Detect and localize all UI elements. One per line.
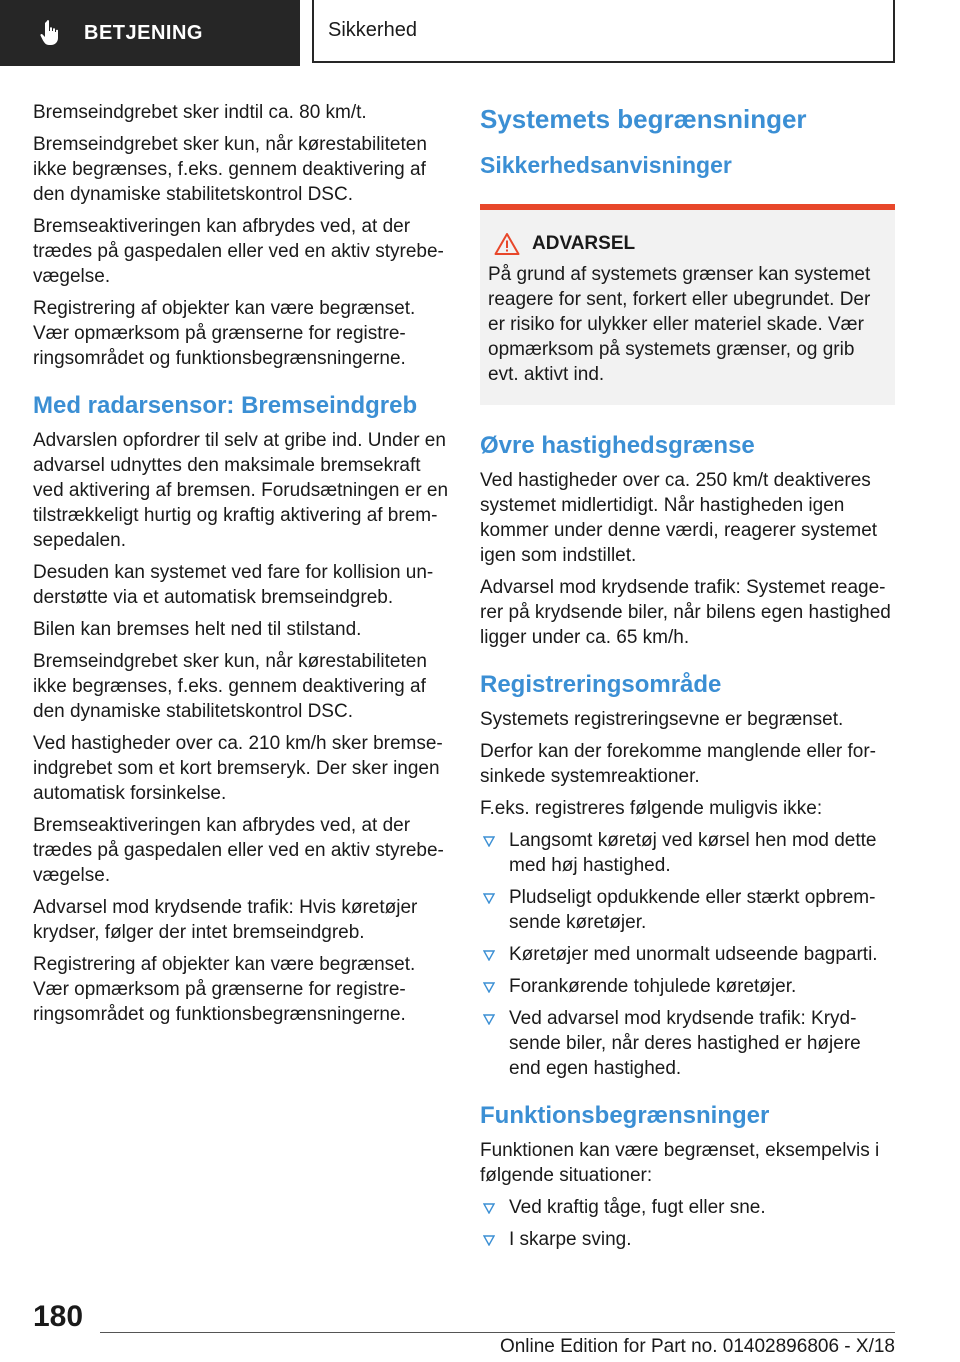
edition-text: Online Edition for Part no. 01402896806 - X/18 [499, 1336, 895, 1357]
page-number: 180 [33, 1300, 84, 1333]
page-title: Systemets begrænsninger [480, 104, 807, 134]
list-item: Ved kraftig tåge, fugt eller sne. [480, 1195, 895, 1220]
hand-pointer-icon [36, 18, 66, 48]
detection-limits-list [480, 828, 895, 1081]
list-item: Køretøjer med unormalt udseende bagparti. [480, 942, 895, 967]
triangle-bullet-icon [483, 893, 495, 904]
warning-triangle-icon [494, 232, 520, 256]
paragraph: Registrering af objekter kan være begrænset. Vær opmærksom på grænserne for registre‐ringsområdet og funktionsbegrænsningerne. [33, 954, 416, 1025]
warning-label: ADVARSEL [532, 233, 636, 254]
footer-divider [100, 1332, 895, 1333]
paragraph: Bremseindgrebet sker kun, når kørestabiliteten ikke begrænses, f.eks. gennem deaktivering af den dynamiske stabilitetskontrol DSC. [33, 651, 427, 722]
list-item: Ved advarsel mod krydsende trafik: Kryd‐sende biler, når deres hastighed er højere end egen hastighed. [480, 1006, 895, 1081]
paragraph: Advarsel mod krydsende trafik: Systemet reage‐rer på krydsende biler, når bilens egen hastighed ligger under ca. 65 km/h. [480, 577, 891, 648]
paragraph: Advarsel mod krydsende trafik: Hvis køretøjer krydser, følger der intet bremseindgreb. [33, 897, 418, 943]
paragraph: Derfor kan der forekomme manglende eller for‐sinkede systemreaktioner. [480, 741, 877, 787]
chapter-label: BETJENING [84, 21, 203, 44]
warning-box [480, 204, 895, 405]
paragraph: Ved hastigheder over ca. 210 km/h sker bremse‐indgrebet som et kort bremseryk. Der sker ingen automatisk forsinkelse. [33, 733, 443, 804]
left-column [33, 100, 449, 1034]
list-item: Pludseligt opdukkende eller stærkt opbrem‐sende køretøjer. [480, 885, 895, 935]
paragraph: Bremseindgrebet sker indtil ca. 80 km/t. [33, 102, 367, 123]
paragraph: Advarslen opfordrer til selv at gribe ind. Under en advarsel udnyttes den maksimale bremsekraft ved aktivering af bremsen. Forudsætningen er en tilstrækkeligt hurtig og kraftig aktivering af brem‐sepedalen. [33, 430, 449, 551]
paragraph: Desuden kan systemet ved fare for kollision un‐derstøtte via et automatisk bremseindgreb. [33, 562, 434, 608]
section-header [312, 0, 895, 63]
triangle-bullet-icon [483, 950, 495, 961]
triangle-bullet-icon [483, 1235, 495, 1246]
paragraph: Registrering af objekter kan være begrænset. Vær opmærksom på grænserne for registre‐ringsområdet og funktionsbegrænsningerne. [33, 298, 416, 369]
section-heading-radar: Med radarsensor: Bremseindgreb [33, 392, 418, 419]
paragraph: Ved hastigheder over ca. 250 km/t deaktiveres systemet midlertidigt. Når hastigheden igen kommer under denne værdi, reagerer systemet igen som indstillet. [480, 470, 878, 566]
paragraph: Funktionen kan være begrænset, eksempelvis i følgende situationer: [480, 1140, 880, 1186]
list-item: Forankørende tohjulede køretøjer. [480, 974, 895, 999]
triangle-bullet-icon [483, 982, 495, 993]
header-tab [0, 0, 300, 66]
section-heading-function-limits: Funktionsbegrænsninger [480, 1102, 770, 1129]
right-column [480, 100, 895, 1259]
warning-title [494, 232, 887, 256]
paragraph: Systemets registreringsevne er begrænset. [480, 709, 844, 730]
paragraph: Bremseindgrebet sker kun, når kørestabiliteten ikke begrænses, f.eks. gennem deaktivering af den dynamiske stabilitetskontrol DSC. [33, 134, 427, 205]
triangle-bullet-icon [483, 1014, 495, 1025]
page-subtitle: Sikkerhedsanvisninger [480, 152, 732, 178]
section-label: Sikkerhed [328, 19, 417, 41]
paragraph: F.eks. registreres følgende muligvis ikke: [480, 798, 823, 819]
section-heading-speed: Øvre hastighedsgrænse [480, 432, 755, 459]
paragraph: Bilen kan bremses helt ned til stilstand. [33, 619, 362, 640]
triangle-bullet-icon [483, 1203, 495, 1214]
paragraph: Bremseaktiveringen kan afbrydes ved, at der trædes på gaspedalen eller ved en aktiv styrebe‐vægelse. [33, 216, 444, 287]
list-item: Langsomt køretøj ved kørsel hen mod dette med høj hastighed. [480, 828, 895, 878]
warning-text: På grund af systemets grænser kan systemet reagere for sent, forkert eller ubegrundet. Der er risiko for ulykker eller materiel skade. Vær opmærksom på systemets grænser, og grib evt. aktivt ind. [488, 264, 871, 385]
paragraph: Bremseaktiveringen kan afbrydes ved, at der trædes på gaspedalen eller ved en aktiv styrebe‐vægelse. [33, 815, 444, 886]
list-item: I skarpe sving. [480, 1227, 895, 1252]
section-heading-detection: Registreringsområde [480, 671, 722, 698]
triangle-bullet-icon [483, 836, 495, 847]
function-limits-list [480, 1195, 895, 1252]
